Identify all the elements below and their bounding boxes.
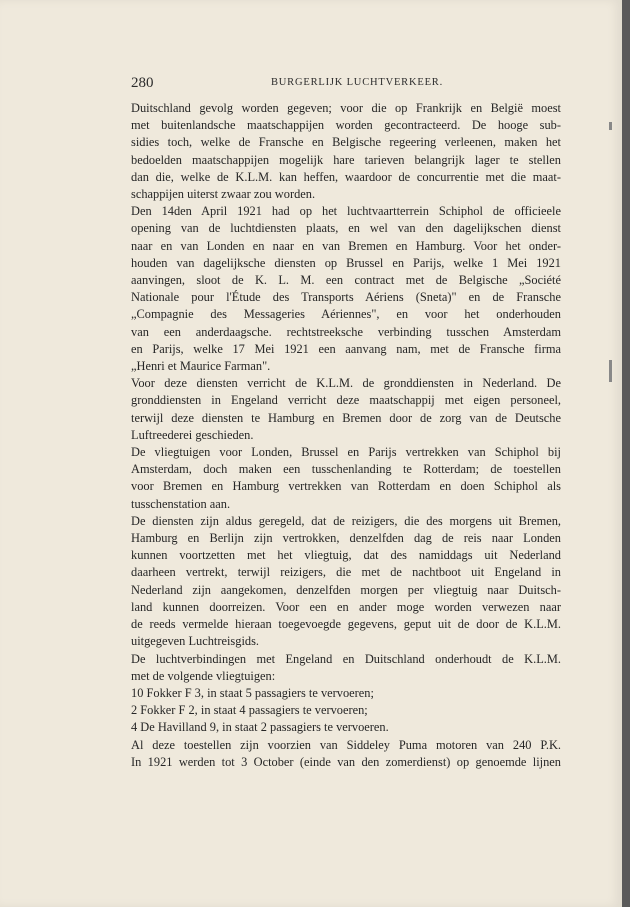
text-line: gronddiensten in Engeland verricht deze maatschappij met eigen personeel,: [131, 393, 561, 408]
text-line: uitgegeven Luchtreisgids.: [131, 634, 260, 649]
page-number: 280: [131, 75, 154, 91]
text-line: land kunnen doorreizen. Voor een en ander moge worden verwezen naar: [131, 599, 561, 614]
body-text: [131, 100, 561, 771]
text-line: de reeds vermelde hieraan toegevoegde gegevens, geput uit de door de K.L.M.: [131, 617, 561, 632]
text-line: Luftreederei geschieden.: [131, 427, 254, 442]
text-line: kunnen voortzetten met het vliegtuig, dat des namiddags uit Nederland: [131, 548, 561, 563]
text-line: 10 Fokker F 3, in staat 5 passagiers te vervoeren;: [131, 685, 374, 700]
text-line: terwijl deze diensten te Hamburg en Bremen door de zorg van de Deutsche: [131, 410, 561, 425]
text-line: De diensten zijn aldus geregeld, dat de reizigers, die des morgens uit Bremen,: [131, 513, 561, 528]
text-line: Voor deze diensten verricht de K.L.M. de gronddiensten in Nederland. De: [131, 376, 561, 391]
text-line: aanvingen, sloot de K. L. M. een contract met de Belgische „Société: [131, 273, 561, 288]
text-line: schappijen uiterst zwaar zou worden.: [131, 187, 316, 202]
text-line: Al deze toestellen zijn voorzien van Siddeley Puma motoren van 240 P.K.: [131, 737, 561, 752]
text-line: voor Bremen en Hamburg vertrekken van Rotterdam en doen Schiphol als: [131, 479, 561, 494]
margin-mark: [609, 360, 612, 382]
text-line: dan die, welke de K.L.M. kan heffen, waardoor de concurrentie met die maat-: [131, 169, 561, 184]
text-line: van een anderdaagsche. rechtstreeksche verbinding tusschen Amsterdam: [131, 324, 561, 339]
text-line: De vliegtuigen voor Londen, Brussel en Parijs vertrekken van Schiphol bij: [131, 445, 561, 460]
text-line: met buitenlandsche maatschappijen worden gecontracteerd. De hooge sub-: [131, 118, 561, 133]
text-line: sidies toch, welke de Fransche en Belgische regeering verleenen, maken het: [131, 135, 561, 150]
text-line: In 1921 werden tot 3 October (einde van den zomerdienst) op genoemde lijnen: [131, 754, 561, 769]
text-line: en Parijs, welke 17 Mei 1921 een aanvang nam, met de Fransche firma: [131, 341, 561, 356]
text-line: „Compagnie des Messageries Aériennes", en voor het onderhouden: [131, 307, 561, 322]
text-line: De luchtverbindingen met Engeland en Duitschland onderhoudt de K.L.M.: [131, 651, 561, 666]
text-line: Hamburg en Berlijn zijn vertrokken, denzelfden dag de reis naar Londen: [131, 531, 561, 546]
page-edge: [622, 0, 630, 907]
text-line: opening van de luchtdiensten plaats, en wel van den dagelijkschen dienst: [131, 221, 561, 236]
text-line: Nationale pour l'Étude des Transports Aériens (Sneta)" en de Fransche: [131, 290, 561, 305]
page-header: [131, 75, 561, 93]
text-line: Den 14den April 1921 had op het luchtvaartterrein Schiphol de officieele: [131, 204, 561, 219]
margin-mark: [609, 122, 612, 130]
text-line: naar en van Londen en naar en van Bremen en Hamburg. Voor het onder-: [131, 238, 561, 253]
text-line: Duitschland gevolg worden gegeven; voor die op Frankrijk en België moest: [131, 101, 561, 115]
text-line: tusschenstation aan.: [131, 496, 231, 511]
text-line: bedoelden maatschappijen mogelijk hare tarieven belangrijk lager te stellen: [131, 152, 561, 167]
running-head: BURGERLIJK LUCHTVERKEER.: [271, 77, 444, 88]
text-line: 2 Fokker F 2, in staat 4 passagiers te vervoeren;: [131, 703, 368, 718]
text-line: Amsterdam, doch maken een tusschenlanding te Rotterdam; de toestellen: [131, 462, 561, 477]
text-line: met de volgende vliegtuigen:: [131, 668, 276, 683]
text-line: daarheen vertrekt, terwijl reizigers, die met de nachtboot uit Engeland in: [131, 565, 561, 580]
text-line: „Henri et Maurice Farman".: [131, 359, 271, 374]
text-line: 4 De Havilland 9, in staat 2 passagiers te vervoeren.: [131, 720, 389, 735]
text-line: Nederland zijn aangekomen, denzelfden morgen per vliegtuig naar Duitsch-: [131, 582, 561, 597]
text-line: houden van dagelijksche diensten op Brussel en Parijs, welke 1 Mei 1921: [131, 255, 561, 270]
